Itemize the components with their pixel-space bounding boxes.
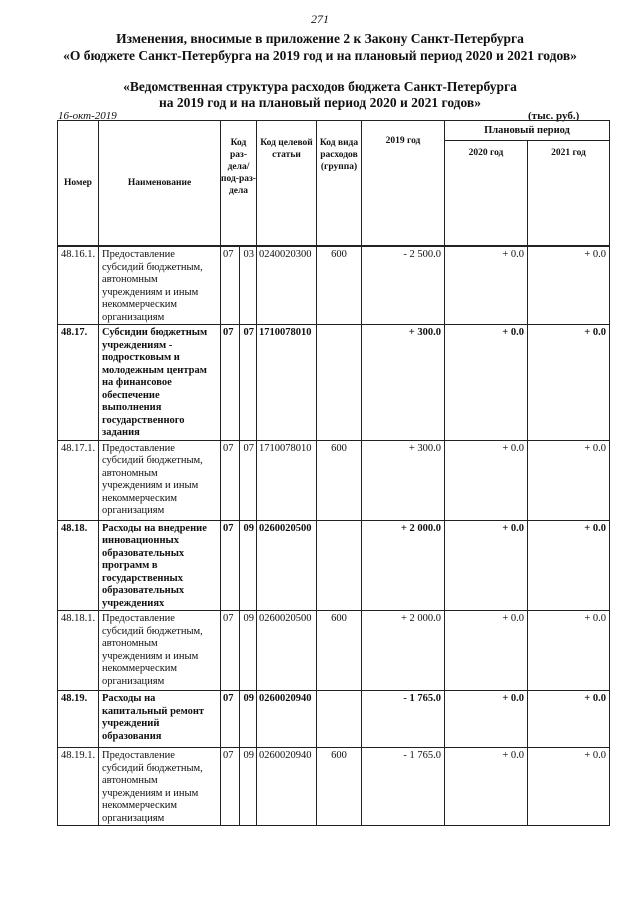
table-row [58,748,610,826]
row-section: 07 [221,691,240,748]
header-2021: 2021 год [528,141,610,246]
row-subsection: 07 [240,325,257,441]
row-target-code: 0240020300 [257,247,317,325]
header-number: Номер [58,121,99,246]
row-section: 07 [221,611,240,691]
row-subsection: 09 [240,748,257,826]
row-value-2019: + 300.0 [362,325,445,441]
row-value-2020: + 0.0 [445,325,528,441]
row-kind-code: 600 [317,611,362,691]
header-target-code: Код целевой статьи [257,121,317,246]
header-kind-code: Код вида расходов (группа) [317,121,362,246]
row-value-2021: + 0.0 [528,325,610,441]
row-value-2021: + 0.0 [528,247,610,325]
row-name: Предоставление субсидий бюджетным, автономным учреждениям и иным некоммерческим организациям [99,440,221,520]
table-row [58,691,610,748]
row-number: 48.17. [58,325,99,441]
row-kind-code: 600 [317,748,362,826]
row-number: 48.16.1. [58,247,99,325]
row-subsection: 09 [240,611,257,691]
row-kind-code [317,325,362,441]
table-row [58,520,610,611]
row-name: Предоставление субсидий бюджетным, автономным учреждениям и иным некоммерческим организациям [99,247,221,325]
row-name: Расходы на внедрение инновационных образовательных программ в государственных образовательных учреждениях [99,520,221,611]
row-target-code: 1710078010 [257,325,317,441]
document-subtitle-line-2: на 2019 год и на плановый период 2020 и 2021 годов» [159,95,481,110]
row-subsection: 03 [240,247,257,325]
row-value-2020: + 0.0 [445,691,528,748]
row-kind-code: 600 [317,247,362,325]
row-value-2021: + 0.0 [528,520,610,611]
row-number: 48.18.1. [58,611,99,691]
table-row [58,325,610,441]
header-planned-period: Плановый период [445,121,610,141]
table-row [58,440,610,520]
row-value-2021: + 0.0 [528,440,610,520]
row-value-2019: + 2 000.0 [362,611,445,691]
units-label: (тыс. руб.) [528,110,580,122]
row-name: Субсидии бюджетным учреждениям - подростковым и молодежным центрам на финансовое обеспечение выполнения государственного задания [99,325,221,441]
row-value-2020: + 0.0 [445,748,528,826]
row-subsection: 07 [240,440,257,520]
row-name: Предоставление субсидий бюджетным, автономным учреждениям и иным некоммерческим организациям [99,611,221,691]
row-value-2021: + 0.0 [528,611,610,691]
row-kind-code [317,691,362,748]
row-number: 48.18. [58,520,99,611]
row-subsection: 09 [240,520,257,611]
row-section: 07 [221,520,240,611]
row-name: Расходы на капитальный ремонт учреждений образования [99,691,221,748]
row-name: Предоставление субсидий бюджетным, автономным учреждениям и иным некоммерческим организациям [99,748,221,826]
document-subtitle-line-1: «Ведомственная структура расходов бюджета Санкт-Петербурга [123,79,517,94]
row-value-2020: + 0.0 [445,611,528,691]
table-row [58,247,610,325]
document-title-line-1: Изменения, вносимые в приложение 2 к Закону Санкт-Петербурга [116,31,524,46]
row-value-2019: - 2 500.0 [362,247,445,325]
row-target-code: 0260020500 [257,520,317,611]
header-2019: 2019 год [362,121,445,246]
row-kind-code [317,520,362,611]
page-number: 271 [311,12,329,26]
table-row [58,611,610,691]
row-value-2019: + 300.0 [362,440,445,520]
row-number: 48.17.1. [58,440,99,520]
row-number: 48.19. [58,691,99,748]
row-subsection: 09 [240,691,257,748]
row-value-2020: + 0.0 [445,440,528,520]
row-section: 07 [221,247,240,325]
row-value-2019: + 2 000.0 [362,520,445,611]
header-2020: 2020 год [445,141,528,246]
row-target-code: 0260020940 [257,691,317,748]
document-title-line-2: «О бюджете Санкт-Петербурга на 2019 год и на плановый период 2020 и 2021 годов» [63,48,577,63]
row-section: 07 [221,748,240,826]
row-value-2021: + 0.0 [528,691,610,748]
row-value-2020: + 0.0 [445,520,528,611]
row-target-code: 0260020940 [257,748,317,826]
row-value-2021: + 0.0 [528,748,610,826]
row-target-code: 1710078010 [257,440,317,520]
document-date: 16-окт-2019 [58,110,117,122]
header-name: Наименование [99,121,221,246]
row-value-2020: + 0.0 [445,247,528,325]
budget-table [57,120,610,826]
row-target-code: 0260020500 [257,611,317,691]
header-section-code: Код раз-дела/ под-раз-дела [221,121,257,246]
row-section: 07 [221,440,240,520]
row-kind-code: 600 [317,440,362,520]
row-value-2019: - 1 765.0 [362,691,445,748]
row-number: 48.19.1. [58,748,99,826]
row-value-2019: - 1 765.0 [362,748,445,826]
row-section: 07 [221,325,240,441]
